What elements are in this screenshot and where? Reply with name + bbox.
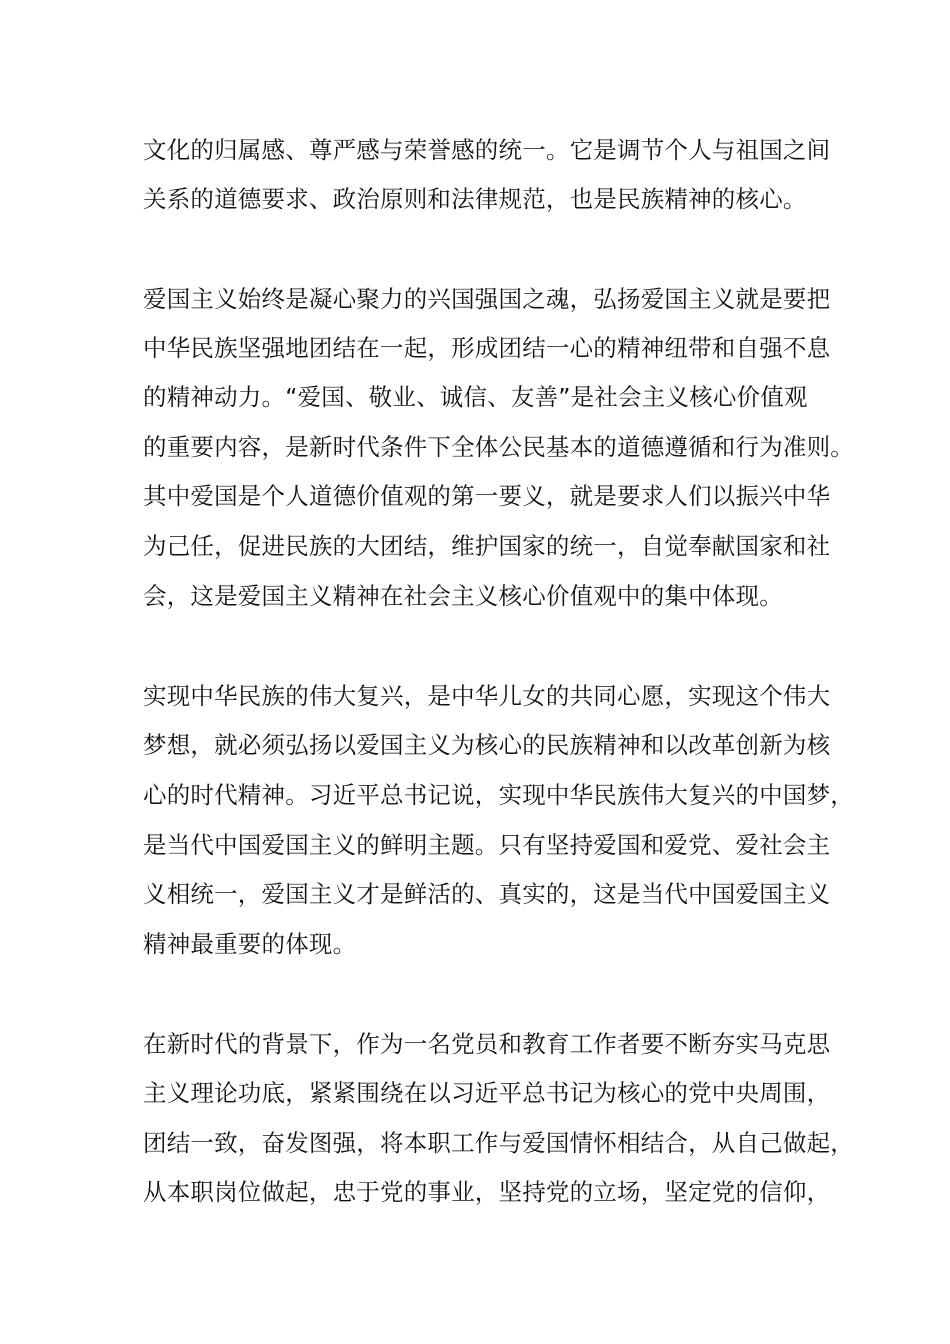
paragraph-2-line-3: 的精神动力。“爱国、敬业、诚信、友善”是社会主义核心价值观 bbox=[143, 383, 808, 411]
paragraph-4-line-3: 团结一致，奋发图强，将本职工作与爱国情怀相结合，从自己做起， bbox=[143, 1129, 854, 1157]
paragraph-2-line-7: 会，这是爱国主义精神在社会主义核心价值观中的集中体现。 bbox=[143, 582, 783, 610]
paragraph-2-line-2: 中华民族坚强地团结在一起，形成团结一心的精神纽带和自强不息 bbox=[143, 334, 831, 362]
paragraph-3-line-1: 实现中华民族的伟大复兴，是中华儿女的共同心愿，实现这个伟大 bbox=[143, 682, 831, 710]
paragraph-3-line-4: 是当代中国爱国主义的鲜明主题。只有坚持爱国和爱党、爱社会主 bbox=[143, 831, 831, 859]
paragraph-1-line-1: 文化的归属感、尊严感与荣誉感的统一。它是调节个人与祖国之间 bbox=[143, 136, 831, 164]
paragraph-2-line-5: 其中爱国是个人道德价值观的第一要义，就是要求人们以振兴中华 bbox=[143, 482, 831, 510]
paragraph-4-line-4: 从本职岗位做起，忠于党的事业，坚持党的立场，坚定党的信仰， bbox=[143, 1178, 831, 1206]
paragraph-4-line-2: 主义理论功底，紧紧围绕在以习近平总书记为核心的党中央周围， bbox=[143, 1079, 831, 1107]
paragraph-3-line-6: 精神最重要的体现。 bbox=[143, 930, 357, 958]
paragraph-2-line-1: 爱国主义始终是凝心聚力的兴国强国之魂，弘扬爱国主义就是要把 bbox=[143, 285, 831, 313]
paragraph-3-line-5: 义相统一，爱国主义才是鲜活的、真实的，这是当代中国爱国主义 bbox=[143, 880, 831, 908]
paragraph-1-line-2: 关系的道德要求、政治原则和法律规范，也是民族精神的核心。 bbox=[143, 185, 807, 213]
paragraph-2-line-4: 的重要内容，是新时代条件下全体公民基本的道德遵循和行为准则。 bbox=[143, 433, 854, 461]
paragraph-4-line-1: 在新时代的背景下，作为一名党员和教育工作者要不断夯实马克思 bbox=[143, 1030, 831, 1058]
paragraph-2-line-6: 为己任，促进民族的大团结，维护国家的统一，自觉奉献国家和社 bbox=[143, 532, 831, 560]
paragraph-3-line-3: 心的时代精神。习近平总书记说，实现中华民族伟大复兴的中国梦， bbox=[143, 781, 854, 809]
paragraph-3-line-2: 梦想，就必须弘扬以爱国主义为核心的民族精神和以改革创新为核 bbox=[143, 731, 831, 759]
